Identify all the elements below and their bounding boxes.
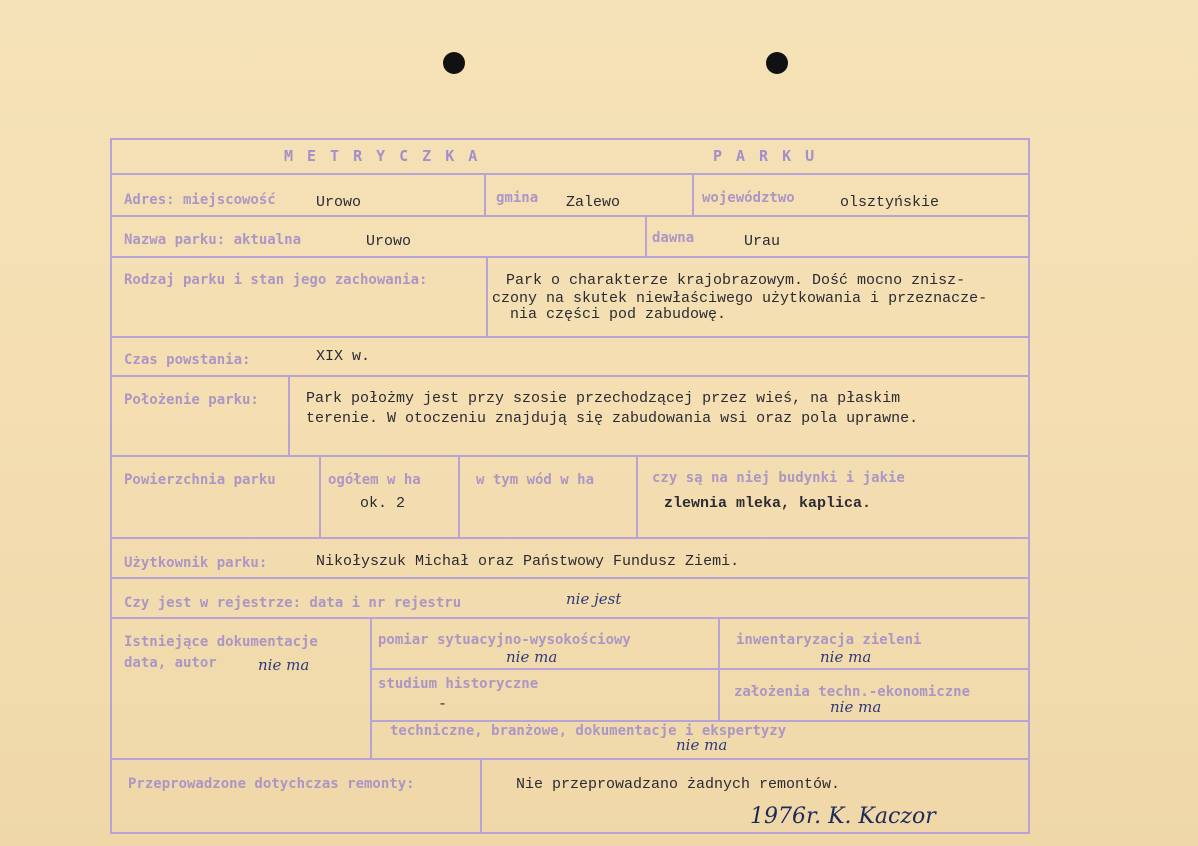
divider <box>112 537 1028 539</box>
divider <box>112 617 1028 619</box>
area-total-label: ogółem w ha <box>328 472 421 488</box>
park-name-label: Nazwa parku: aktualna <box>124 232 302 248</box>
divider <box>370 720 1028 722</box>
divider <box>370 668 1028 670</box>
other-docs-value: nie ma <box>676 736 728 754</box>
divider <box>458 457 460 537</box>
divider <box>370 619 372 758</box>
docs-label-line-1: Istniejące dokumentacje <box>124 634 318 650</box>
park-type-line-2: czony na skutek niewłaściwego użytkowania i przeznacze- <box>492 290 988 307</box>
gmina-value: Zalewo <box>566 194 621 211</box>
divider <box>718 619 720 720</box>
divider <box>112 375 1028 377</box>
tech-econ-value: nie ma <box>830 698 882 716</box>
gmina-label: gmina <box>496 190 539 206</box>
area-total-value: ok. 2 <box>360 495 406 512</box>
location-label: Położenie parku: <box>124 392 259 408</box>
tech-econ-label: założenia techn.-ekonomiczne <box>734 684 971 700</box>
location-line-1: Park położmy jest przy szosie przechodzącej przez wieś, na płaskim <box>306 390 901 407</box>
divider <box>112 577 1028 579</box>
divider <box>636 457 638 537</box>
area-label: Powierzchnia parku <box>124 472 276 488</box>
water-area-label: w tym wód w ha <box>476 472 595 488</box>
survey-label: pomiar sytuacyjno-wysokościowy <box>378 632 631 648</box>
historic-label: studium historyczne <box>378 676 539 692</box>
docs-label-value: nie ma <box>258 656 310 674</box>
park-name-current: Urowo <box>366 233 412 250</box>
survey-value: nie ma <box>506 648 558 666</box>
location-line-2: terenie. W otoczeniu znajdują się zabudowania wsi oraz pola uprawne. <box>306 410 919 427</box>
handwritten-signature: 1976r. K. Kaczor <box>750 804 936 829</box>
divider <box>645 217 647 256</box>
buildings-label: czy są na niej budynki i jakie <box>652 470 905 486</box>
buildings-value: zlewnia mleka, kaplica. <box>664 495 872 512</box>
divider <box>112 215 1028 217</box>
origin-value: XIX w. <box>316 348 371 365</box>
owner-label: Użytkownik parku: <box>124 555 268 571</box>
park-type-line-3: nia części pod zabudowę. <box>510 306 727 323</box>
divider <box>319 457 321 537</box>
divider <box>112 758 1028 760</box>
wojewodztwo-label: województwo <box>702 190 795 206</box>
former-name-label: dawna <box>652 230 695 246</box>
divider <box>484 175 486 215</box>
miejscowosc-label: Adres: miejscowość <box>124 192 276 208</box>
park-type-label: Rodzaj parku i stan jego zachowania: <box>124 272 428 288</box>
registry-label: Czy jest w rejestrze: data i nr rejestru <box>124 595 462 611</box>
historic-value: - <box>438 696 448 713</box>
punch-hole-left <box>443 52 465 74</box>
divider <box>112 256 1028 258</box>
inventory-label: inwentaryzacja zieleni <box>736 632 922 648</box>
form-title-right: PARKU <box>713 147 829 165</box>
divider <box>112 173 1028 175</box>
wojewodztwo-value: olsztyńskie <box>840 194 940 211</box>
miejscowosc-value: Urowo <box>316 194 362 211</box>
repairs-label: Przeprowadzone dotychczas remonty: <box>128 776 415 792</box>
other-docs-label: techniczne, branżowe, dokumentacje i ekspertyzy <box>390 723 787 739</box>
docs-label-line-2: data, autor <box>124 655 217 671</box>
origin-label: Czas powstania: <box>124 352 251 368</box>
divider <box>480 760 482 832</box>
divider <box>112 336 1028 338</box>
owner-value: Nikołyszuk Michał oraz Państwowy Fundusz Ziemi. <box>316 553 740 570</box>
repairs-value: Nie przeprowadzano żadnych remontów. <box>516 776 841 793</box>
divider <box>112 455 1028 457</box>
form-title-left: METRYCZKA <box>284 147 492 165</box>
former-name-value: Urau <box>744 233 781 250</box>
punch-hole-right <box>766 52 788 74</box>
divider <box>486 258 488 336</box>
registry-value: nie jest <box>566 590 622 608</box>
inventory-value: nie ma <box>820 648 872 666</box>
park-type-line-1: Park o charakterze krajobrazowym. Dość mocno znisz- <box>506 272 966 289</box>
divider <box>288 377 290 455</box>
divider <box>692 175 694 215</box>
